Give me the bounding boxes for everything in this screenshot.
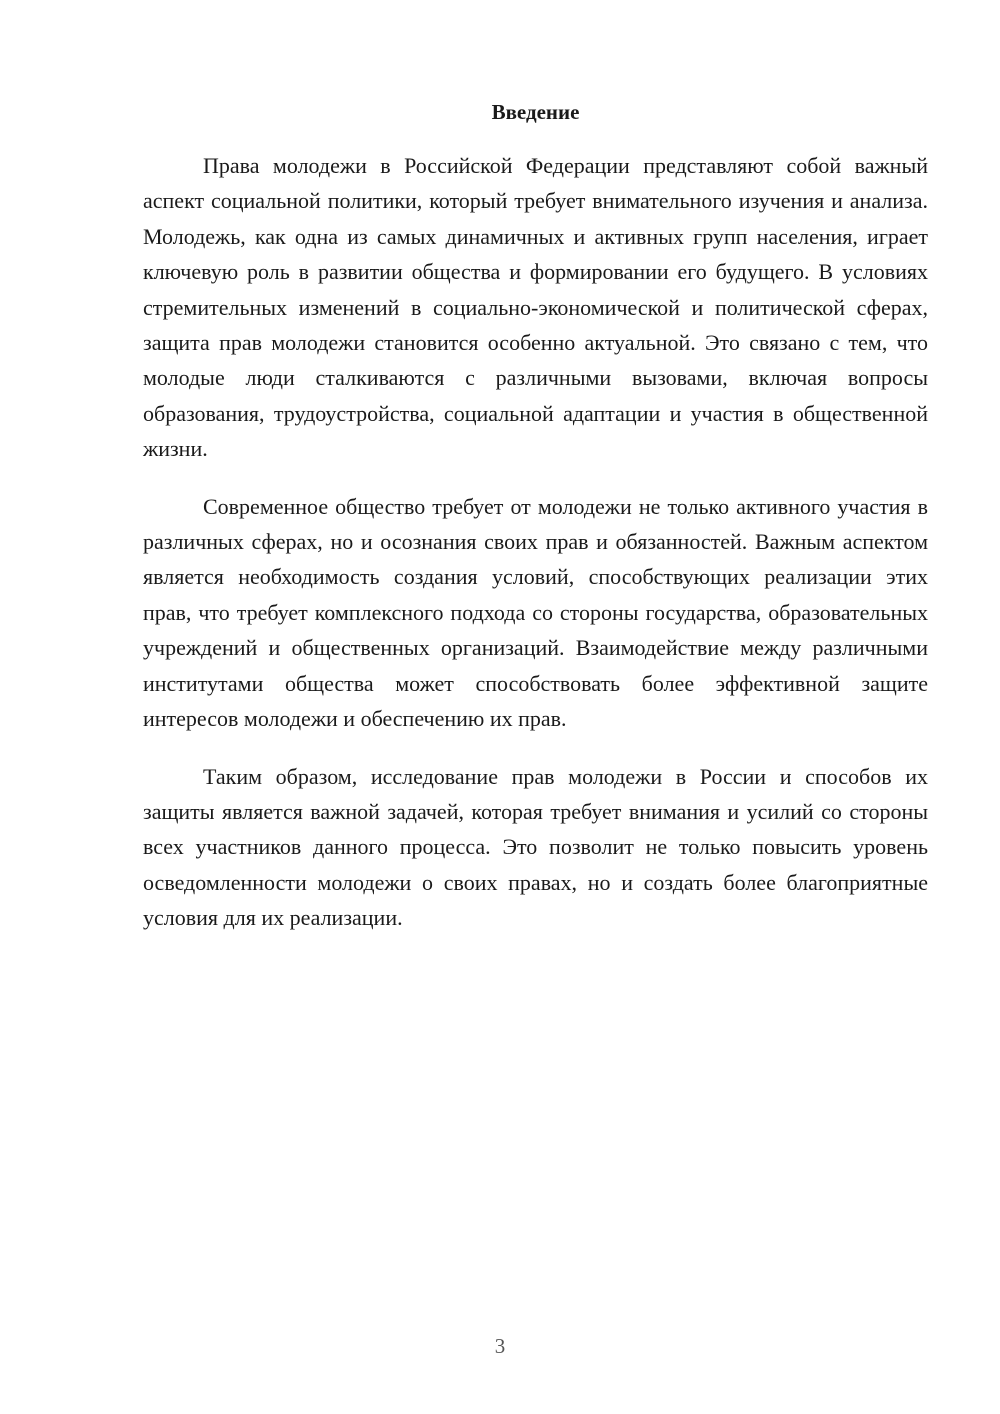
page-number: 3 — [494, 1334, 506, 1358]
paragraph-1: Права молодежи в Российской Федерации представляют собой важный аспект социальной политики, который требует внимательного изучения и анализа. Молодежь, как одна из самых динамичных и активных групп населения, играет ключевую роль в развитии общества и формировании его будущего. В условиях стремительных изменений в социально-экономической и политической сферах, защита прав молодежи становится особенно актуальной. Это связано с тем, что молодые люди сталкиваются с различными вызовами, включая вопросы образования, трудоустройства, социальной адаптации и участия в общественной жизни. — [143, 153, 928, 462]
paragraph-3: Таким образом, исследование прав молодежи в России и способов их защиты является важной задачей, которая требует внимания и усилий со стороны всех участников данного процесса. Это позволит не только повысить уровень осведомленности молодежи о своих правах, но и создать более благоприятные условия для их реализации. — [143, 763, 928, 931]
section-heading: Введение — [491, 100, 580, 124]
page-content — [143, 98, 928, 958]
paragraph-2: Современное общество требует от молодежи не только активного участия в различных сферах, но и осознания своих прав и обязанностей. Важным аспектом является необходимость создания условий, способствующих реализации этих прав, что требует комплексного подхода со стороны государства, образовательных учреждений и общественных организаций. Взаимодействие между различными институтами общества может способствовать более эффективной защите интересов молодежи и обеспечению их прав. — [143, 493, 928, 732]
